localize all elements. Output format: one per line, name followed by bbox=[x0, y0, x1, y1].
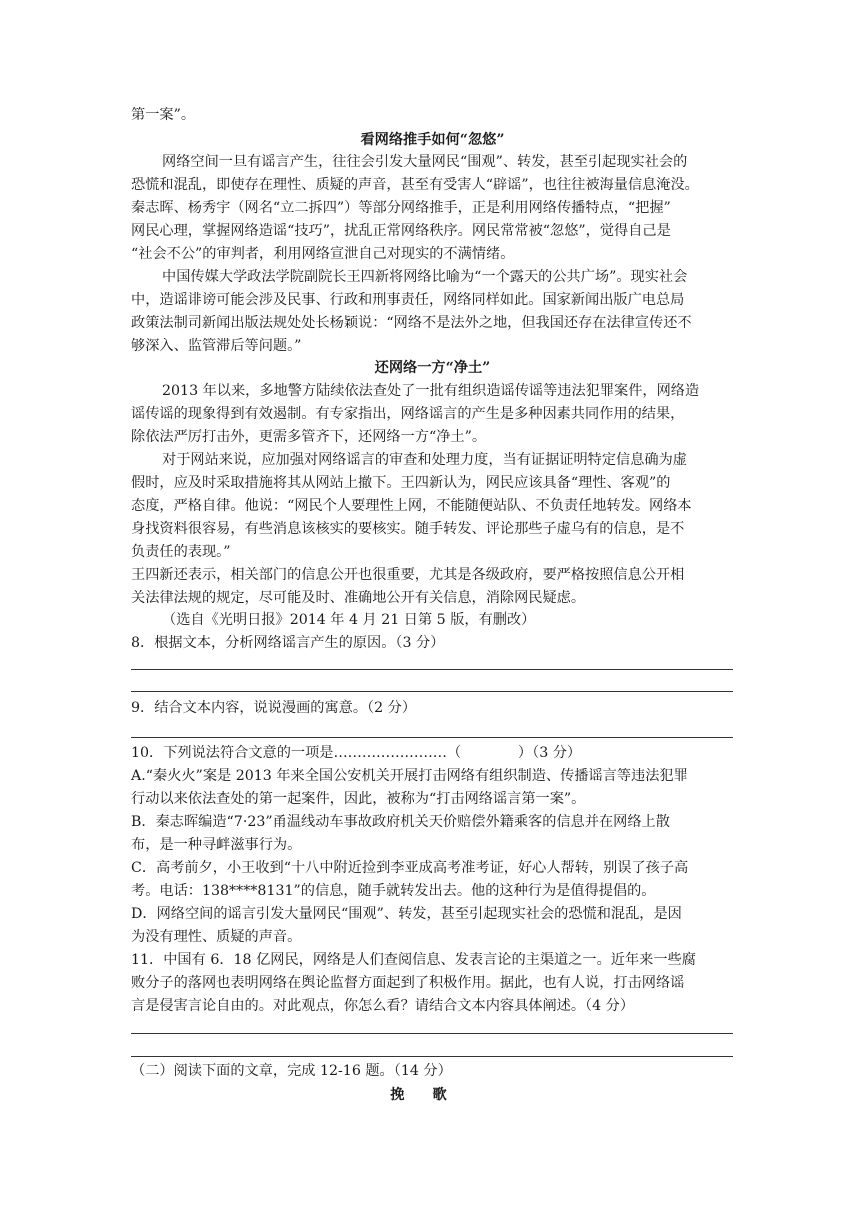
paragraph-line: 中国传媒大学政法学院副院长王四新将网络比喻为“一个露天的公共广场”。现实社会 bbox=[162, 269, 688, 285]
option-c-cont: 考。电话：138****8131”的信息，随手就转发出去。他的这种行为是值得提倡的。 bbox=[131, 883, 656, 899]
question-11: 11．中国有 6．18 亿网民，网络是人们查阅信息、发表言论的主渠道之一。近年来一些腐 bbox=[131, 952, 696, 968]
question-11-cont: 败分子的落网也表明网络在舆论监督方面起到了积极作用。据此，也有人说，打击网络谣 bbox=[131, 975, 685, 991]
paragraph-line: 谣传谣的现象得到有效遏制。有专家指出，网络谣言的产生是多种因素共同作用的结果， bbox=[131, 406, 685, 422]
paragraph-line: 2013 年以来，多地警方陆续依法查处了一批有组织造谣传谣等违法犯罪案件，网络造 bbox=[162, 383, 700, 399]
paragraph-line: 网民心理，掌握网络造谣“技巧”，扰乱正常网络秩序。网民常常被“忽悠”，觉得自己是 bbox=[131, 223, 671, 239]
option-a-cont: 行动以来依法查处的第一起案件，因此，被称为“打击网络谣言第一案”。 bbox=[131, 791, 586, 807]
paragraph-line: 除依法严厉打击外，更需多管齐下，还网络一方“净土”。 bbox=[131, 429, 487, 445]
option-c: C．高考前夕，小王收到“十八中附近捡到李亚成高考准考证，好心人帮转，别误了孩子高 bbox=[131, 860, 689, 876]
paragraph-line: 身找资料很容易，有些消息该核实的要核实。随手转发、评论那些子虚乌有的信息，是不 bbox=[131, 521, 685, 537]
question-8: 8．根据文本，分析网络谣言产生的原因。（3 分） bbox=[131, 635, 445, 651]
paragraph-line: 网络空间一旦有谣言产生，往往会引发大量网民“围观”、转发，甚至引起现实社会的 bbox=[162, 154, 688, 170]
paragraph-line: 政策法制司新闻出版法规处处长杨颖说：“网络不是法外之地，但我国还存在法律宣传还不 bbox=[131, 315, 692, 331]
answer-line[interactable] bbox=[131, 1056, 733, 1057]
paragraph-line: 秦志晖、杨秀宇（网名“立二拆四”）等部分网络推手，正是利用网络传播特点，“把握” bbox=[131, 200, 671, 216]
paragraph-line: 对于网站来说，应加强对网络谣言的审查和处理力度，当有证据证明特定信息确为虚 bbox=[162, 452, 687, 468]
answer-line[interactable] bbox=[131, 737, 733, 738]
paragraph-line: 假时，应及时采取措施将其从网站上撤下。王四新认为，网民应该具备“理性、客观”的 bbox=[131, 475, 671, 491]
question-9: 9．结合文本内容，说说漫画的寓意。（2 分） bbox=[131, 700, 417, 716]
question-10: 10．下列说法符合文意的一项是……………………（ ）（3 分） bbox=[131, 745, 582, 761]
question-11-cont: 言是侵害言论自由的。对此观点，你怎么看？请结合文本内容具体阐述。（4 分） bbox=[131, 998, 635, 1014]
section-intro: （二）阅读下面的文章，完成 12-16 题。（14 分） bbox=[131, 1063, 452, 1079]
source-citation: （选自《光明日报》2014 年 4 月 21 日第 5 版，有删改） bbox=[162, 612, 536, 628]
section-heading: 看网络推手如何“忽悠” bbox=[360, 132, 505, 148]
paragraph-line: 负责任的表现。” bbox=[131, 544, 231, 560]
paragraph-line: 关法律法规的规定，尽可能及时、准确地公开有关信息，消除网民疑虑。 bbox=[131, 590, 586, 606]
paragraph-line: 态度，严格自律。他说：“网民个人要理性上网，不能随便站队、不负责任地转发。网络本 bbox=[131, 498, 692, 514]
option-d: D．网络空间的谣言引发大量网民“围观”、转发，甚至引起现实社会的恐慌和混乱，是因 bbox=[131, 906, 682, 922]
paragraph-line: 第一案”。 bbox=[131, 107, 196, 123]
paragraph-line: “社会不公”的审判者，利用网络宣泄自己对现实的不满情绪。 bbox=[131, 246, 515, 262]
paragraph-line: 恐慌和混乱，即使存在理性、质疑的声音，甚至有受害人“辟谣”，也往往被海量信息淹没。 bbox=[131, 177, 699, 193]
paragraph-line: 中，造谣诽谤可能会涉及民事、行政和刑事责任，网络同样如此。国家新闻出版广电总局 bbox=[131, 292, 685, 308]
section-heading: 还网络一方“净土” bbox=[374, 360, 491, 376]
answer-line[interactable] bbox=[131, 1033, 733, 1034]
option-b-cont: 布，是一种寻衅滋事行为。 bbox=[131, 837, 302, 853]
paragraph-line: 王四新还表示，相关部门的信息公开也很重要，尤其是各级政府，要严格按照信息公开相 bbox=[131, 567, 685, 583]
option-b: B．秦志晖编造“7·23”甬温线动车事故政府机关天价赔偿外籍乘客的信息并在网络上散 bbox=[131, 814, 670, 830]
option-d-cont: 为没有理性、质疑的声音。 bbox=[131, 929, 302, 945]
article-title: 挽歌 bbox=[390, 1087, 475, 1103]
answer-line[interactable] bbox=[131, 669, 733, 670]
paragraph-line: 够深入、监管滞后等问题。” bbox=[131, 338, 302, 354]
answer-line[interactable] bbox=[131, 691, 733, 692]
option-a: A.“秦火火”案是 2013 年来全国公安机关开展打击网络有组织制造、传播谣言等违法犯罪 bbox=[131, 768, 688, 784]
